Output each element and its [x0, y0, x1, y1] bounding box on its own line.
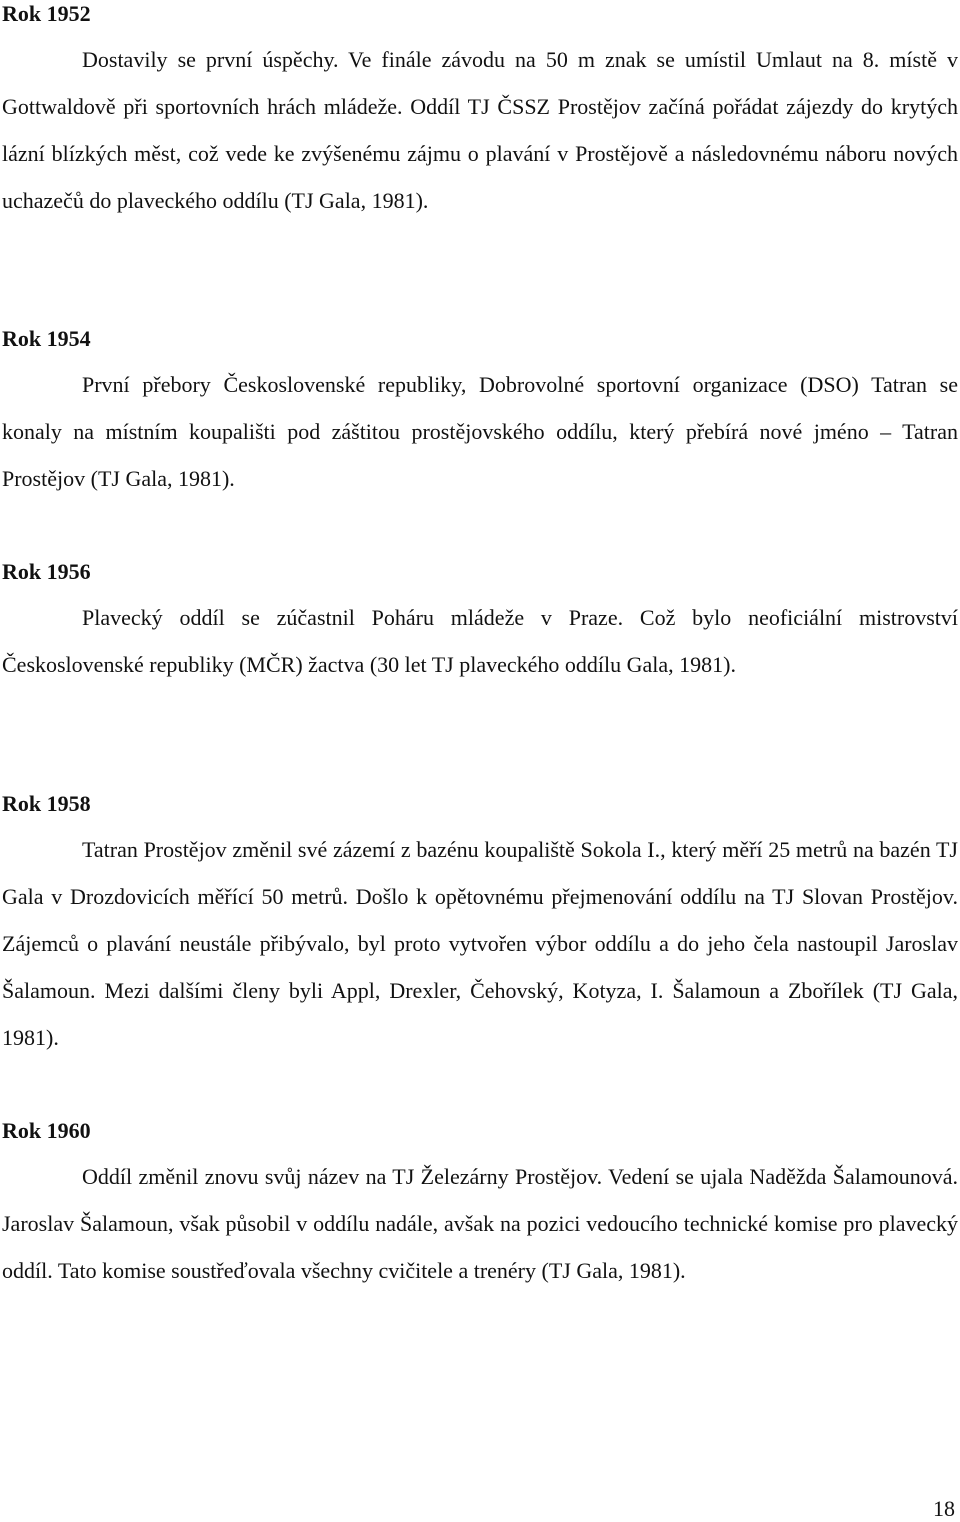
section-1960: [2, 1119, 958, 1294]
section-paragraph: Tatran Prostějov změnil své zázemí z bazénu koupaliště Sokola I., který měří 25 metrů na bazén TJ Gala v Drozdovicích měřící 50 metrů. Došlo k opětovnému přejmenování oddílu na TJ Slovan Prostějov. Zájemců o plavání neustále přibývalo, byl proto vytvořen výbor oddílu a do jeho čela nastoupil Jaroslav Šalamoun. Mezi dalšími členy byli Appl, Drexler, Čehovský, Kotyza, I. Šalamoun a Zbořílek (TJ Gala, 1981).: [2, 837, 958, 1050]
section-paragraph: První přebory Československé republiky, Dobrovolné sportovní organizace (DSO) Tatran se konaly na místním koupališti pod záštitou prostějovského oddílu, který přebírá nové jméno – Tatran Prostějov (TJ Gala, 1981).: [2, 372, 958, 491]
section-heading: Rok 1954: [2, 326, 91, 351]
section-heading: Rok 1960: [2, 1118, 91, 1143]
section-paragraph: Plavecký oddíl se zúčastnil Poháru mládeže v Praze. Což bylo neoficiální mistrovství Československé republiky (MČR) žactva (30 let TJ plaveckého oddílu Gala, 1981).: [2, 605, 958, 677]
section-1954: [2, 327, 958, 502]
section-heading: Rok 1952: [2, 1, 91, 26]
section-heading: Rok 1958: [2, 791, 91, 816]
section-heading: Rok 1956: [2, 559, 91, 584]
section-paragraph: Oddíl změnil znovu svůj název na TJ Železárny Prostějov. Vedení se ujala Naděžda Šalamounová. Jaroslav Šalamoun, však působil v oddílu nadále, avšak na pozici vedoucího technické komise pro plavecký oddíl. Tato komise soustřeďovala všechny cvičitele a trenéry (TJ Gala, 1981).: [2, 1164, 958, 1283]
section-1956: [2, 560, 958, 688]
section-paragraph: Dostavily se první úspěchy. Ve finále závodu na 50 m znak se umístil Umlaut na 8. místě v Gottwaldově při sportovních hrách mládeže. Oddíl TJ ČSSZ Prostějov začíná pořádat zájezdy do krytých lázní blízkých měst, což vede ke zvýšenému zájmu o plavání v Prostějově a následovnému náboru nových uchazečů do plaveckého oddílu (TJ Gala, 1981).: [2, 47, 958, 213]
section-1952: [2, 2, 958, 224]
page-number: 18: [933, 1496, 955, 1521]
section-1958: [2, 792, 958, 1061]
